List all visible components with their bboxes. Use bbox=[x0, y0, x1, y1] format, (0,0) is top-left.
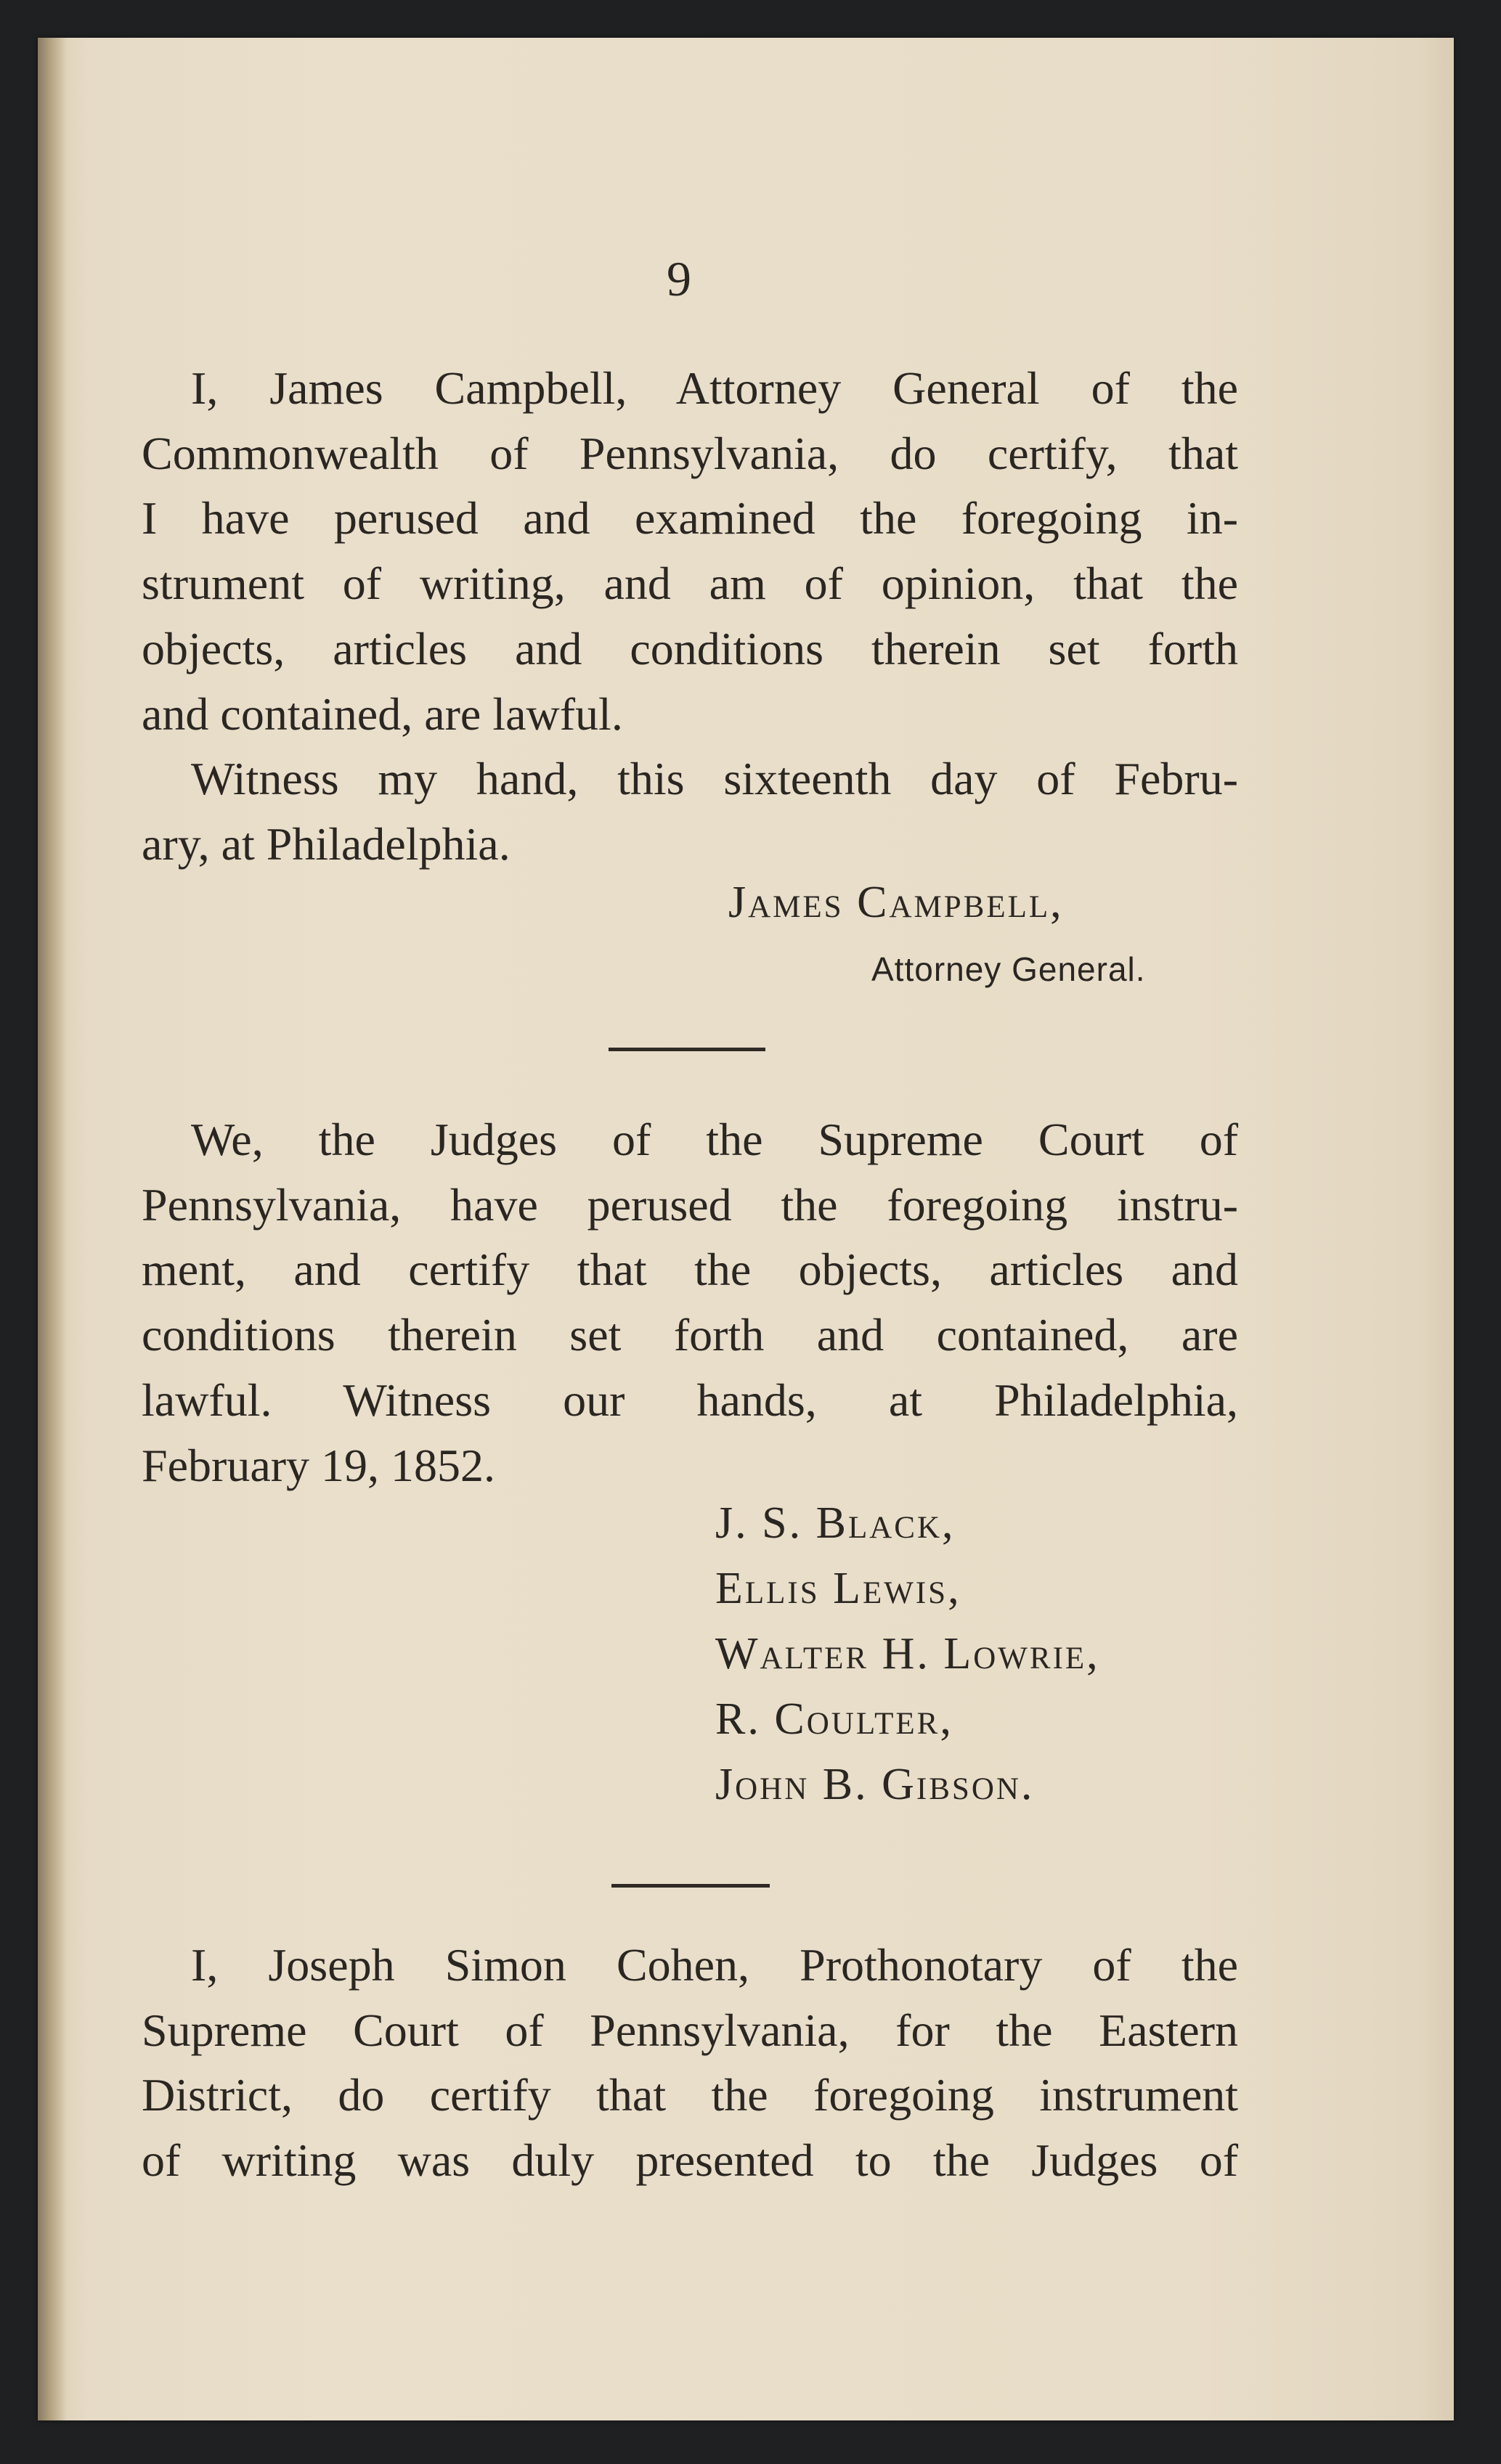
text-line: of writing was duly presented to the Judges of bbox=[142, 2134, 1238, 2187]
text-line: conditions therein set forth and contained, are bbox=[142, 1309, 1238, 1361]
signature-attorney-general: James Campbell, bbox=[728, 878, 1064, 927]
text-line: I, James Campbell, Attorney General of the bbox=[191, 362, 1238, 414]
book-spine bbox=[38, 38, 67, 2420]
text-line: Commonwealth of Pennsylvania, do certify, that bbox=[142, 427, 1238, 479]
prothonotary-certificate bbox=[142, 1933, 1238, 2193]
text-line: District, do certify that the foregoing instrument bbox=[142, 2069, 1238, 2121]
section-divider bbox=[611, 1884, 770, 1888]
text-line: I, Joseph Simon Cohen, Prothonotary of the bbox=[191, 1939, 1238, 1991]
text-line: We, the Judges of the Supreme Court of bbox=[191, 1114, 1238, 1165]
text-line: objects, articles and conditions therein set forth bbox=[142, 622, 1238, 674]
judge-signature: R. Coulter, bbox=[715, 1694, 953, 1744]
text-line: ment, and certify that the objects, articles and bbox=[142, 1244, 1238, 1296]
judge-signature: Ellis Lewis, bbox=[715, 1564, 961, 1613]
judge-signature: John B. Gibson. bbox=[715, 1760, 1035, 1809]
attorney-general-certificate bbox=[142, 356, 1238, 877]
page-number: 9 bbox=[667, 251, 691, 306]
section-divider bbox=[609, 1048, 765, 1051]
text-line: Supreme Court of Pennsylvania, for the Eastern bbox=[142, 2004, 1238, 2056]
signature-title: Attorney General. bbox=[871, 950, 1146, 988]
text-line: and contained, are lawful. bbox=[142, 688, 623, 740]
text-line: lawful. Witness our hands, at Philadelphia, bbox=[142, 1374, 1238, 1426]
judges-certificate bbox=[142, 1107, 1238, 1498]
text-line: Witness my hand, this sixteenth day of Febru- bbox=[191, 753, 1238, 805]
text-line: strument of writing, and am of opinion, that the bbox=[142, 558, 1238, 610]
judge-signature: Walter H. Lowrie, bbox=[715, 1629, 1100, 1678]
text-line: Pennsylvania, have perused the foregoing instru- bbox=[142, 1178, 1238, 1231]
text-line: I have perused and examined the foregoing in- bbox=[142, 492, 1238, 544]
text-line: ary, at Philadelphia. bbox=[142, 817, 510, 870]
judge-signature: J. S. Black, bbox=[715, 1498, 956, 1548]
text-line: February 19, 1852. bbox=[142, 1439, 496, 1491]
